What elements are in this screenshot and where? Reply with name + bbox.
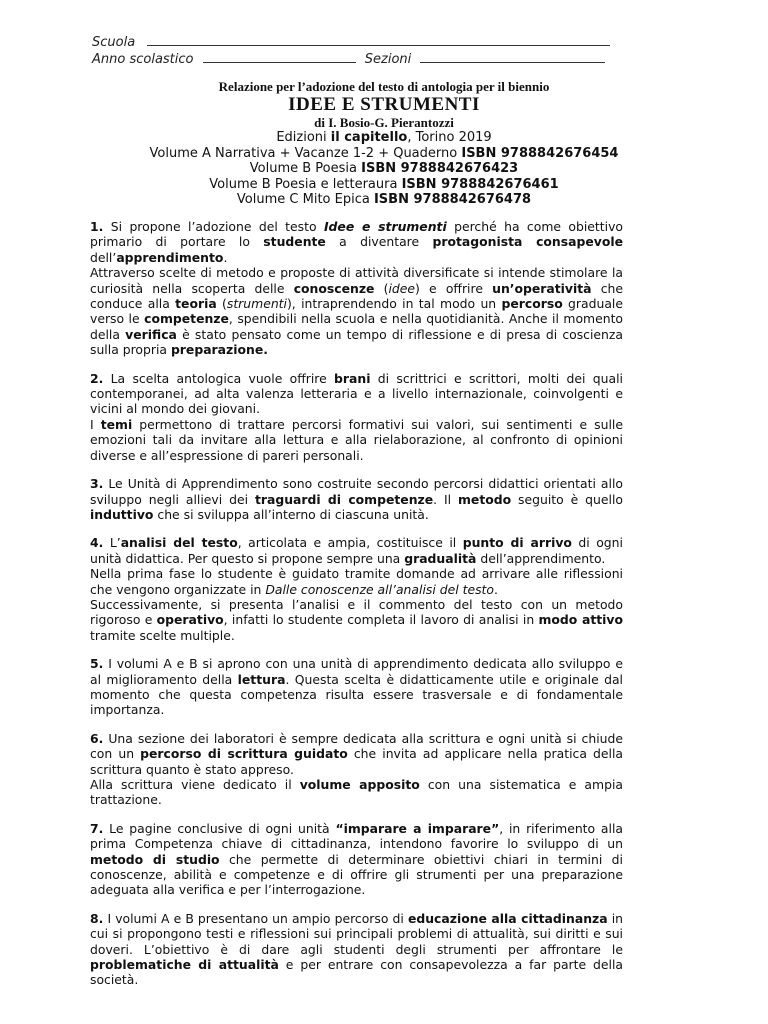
text: perché ha come obiettivo primario di portare lo	[90, 219, 623, 250]
section-number: 2.	[90, 370, 104, 386]
section-7	[90, 821, 623, 898]
paragraph	[90, 821, 623, 898]
section-number: 7.	[90, 820, 104, 836]
bold-term: lettura	[237, 671, 286, 687]
scuola-row	[92, 34, 610, 51]
section-8	[90, 911, 623, 988]
text: ), intraprendendo in tal modo un	[286, 296, 502, 312]
section-number: 5.	[90, 656, 104, 672]
bold-term: metodo	[458, 491, 512, 507]
bold-term: percorso di scrittura guidato	[140, 746, 348, 762]
text: e per entrare con consapevolezza a far parte della società.	[90, 957, 624, 988]
paragraph	[90, 371, 623, 417]
bold-term: conoscenze	[293, 280, 375, 296]
section-5	[90, 656, 623, 718]
bold-term: problematiche di attualità	[90, 957, 279, 973]
volume-label: Volume A Narrativa + Vacanze 1-2 + Quaderno	[149, 145, 458, 161]
section-2	[90, 371, 623, 463]
paragraph	[90, 417, 623, 463]
bold-term: percorso	[501, 296, 563, 312]
text: I volumi A e B presentano un ampio percorso di	[103, 910, 408, 926]
text: dell’	[90, 249, 117, 265]
text: che conduce alla	[90, 280, 623, 312]
text: . Il	[433, 491, 458, 507]
bold-term: metodo di studio	[90, 851, 220, 867]
title-block	[90, 79, 678, 208]
bold-term: teoria	[175, 296, 217, 312]
paragraph	[90, 566, 623, 597]
paragraph	[90, 911, 623, 988]
anno-label: Anno scolastico	[92, 52, 194, 67]
text: con una sistematica e ampia trattazione.	[90, 777, 623, 808]
text: , articolata e ampia, costituisce il	[237, 535, 463, 551]
sezioni-blank-line	[420, 51, 605, 63]
bold-term: “imparare a imparare”	[335, 820, 500, 836]
paragraph	[90, 535, 623, 566]
text: Attraverso scelte di metodo e proposte di attività diversificate si intende stimolare la curiosità nella scoperta delle	[90, 265, 623, 296]
bold-term: temi	[100, 416, 133, 432]
volume-isbn: ISBN 9788842676478	[373, 192, 532, 207]
italic-term: strumenti	[226, 296, 287, 312]
bold-term: traguardi di competenze	[254, 491, 434, 507]
paragraph	[90, 597, 623, 643]
text: ) e offrire	[415, 280, 493, 296]
text: Una sezione dei laboratori è sempre dedicata alla scrittura e ogni unità si chiude con un	[90, 730, 623, 762]
text: (	[374, 280, 389, 296]
text: in cui si propongono testi e riflessioni sui principali problemi di attualità, sui diritti e sui doveri. L’obiettivo è di dare agli studenti degli strumenti per affrontare le	[90, 910, 623, 957]
section-4	[90, 535, 623, 643]
bold-term: punto di arrivo	[462, 535, 572, 551]
text: , spendibili nella scuola e nella quotidianità. Anche il momento della	[90, 311, 624, 342]
volume-isbn: ISBN 9788842676423	[361, 161, 519, 176]
text: che permette di determinare obiettivi chiari in termini di conoscenze, abilità e competenze e di offrire gli strumenti per una preparazione adeguata alla verifica e per l’interrogazione.	[90, 851, 623, 898]
bold-term: volume apposito	[299, 777, 420, 792]
text: Alla scrittura viene dedicato il	[90, 777, 300, 792]
text: Nella prima fase lo studente è guidato tramite domande ad arrivare alle riflessioni che vengono organizzate in	[90, 566, 623, 597]
text: Le pagine conclusive di ogni unità	[103, 820, 336, 836]
paragraph	[90, 265, 623, 357]
bold-term: studente	[263, 234, 326, 250]
bold-term: brani	[334, 370, 371, 386]
text: che si sviluppa all’interno di ciascuna unità.	[153, 506, 429, 522]
paragraph	[90, 219, 623, 265]
sezioni-label: Sezioni	[364, 52, 412, 67]
bold-term: analisi del testo	[120, 535, 238, 551]
text: (	[216, 296, 227, 312]
section-3	[90, 476, 623, 522]
text: I volumi A e B si aprono con una unità di apprendimento dedicata allo sviluppo e al miglioramento della	[90, 656, 623, 687]
italic-term: idee	[388, 280, 416, 296]
text: di ogni unità didattica. Per questo si propone sempre una	[90, 535, 623, 566]
italic-term: Dalle conoscenze all’analisi del testo	[265, 581, 494, 597]
text: di scrittrici e scrittori, molti dei quali contemporanei, ad alta valenza letteraria e a livello internazionale, coinvolgenti e vicini al mondo dei giovani.	[90, 370, 623, 417]
text: . Questa scelta è didatticamente utile e originale dal momento che questa competenza risulta essere trasversale e di fondamentale importanza.	[90, 671, 623, 718]
school-form-header	[92, 34, 610, 68]
bold-term: apprendimento	[116, 249, 224, 265]
bold-term: verifica	[125, 326, 177, 342]
paragraph	[90, 731, 623, 777]
volume-isbn: ISBN 9788842676454	[461, 145, 619, 161]
text: , in riferimento alla prima Competenza chiave di cittadinanza, intendono favorire lo sviluppo di un	[90, 820, 624, 852]
bold-term: un’operatività	[492, 280, 592, 296]
volume-label: Volume C Mito Epica	[236, 192, 370, 207]
text: tramite scelte multiple.	[90, 627, 235, 643]
bold-term: protagonista consapevole	[432, 234, 623, 250]
bold-term: educazione alla cittadinanza	[407, 910, 608, 926]
text: L’	[103, 535, 121, 551]
section-number: 6.	[90, 730, 104, 746]
volume-label: Volume B Poesia e letteraura	[209, 176, 398, 192]
text: , infatti lo studente completa il lavoro di analisi in	[223, 612, 539, 628]
report-body	[90, 219, 623, 1001]
text: .	[493, 581, 498, 597]
anno-blank-line	[203, 51, 356, 63]
text: Si propone l’adozione del testo	[103, 219, 324, 234]
scuola-label: Scuola	[92, 35, 136, 50]
volume-line	[90, 161, 678, 177]
text: Le Unità di Apprendimento sono costruite secondo percorsi didattici orientati allo sviluppo negli allievi dei	[90, 476, 623, 507]
section-number: 4.	[90, 535, 104, 551]
volume-line	[90, 177, 678, 193]
edizioni-suffix: , Torino 2019	[407, 130, 492, 145]
publisher-line	[90, 130, 678, 146]
bold-term: operativo	[156, 612, 224, 628]
book-title-inline: Idee e strumenti	[323, 219, 447, 234]
section-6	[90, 731, 623, 808]
bold-term: competenze	[144, 311, 229, 327]
section-number: 8.	[90, 910, 104, 926]
section-number: 1.	[90, 219, 104, 234]
text: permettono di trattare percorsi formativi sui valori, sui sentimenti e sulle emozioni tali da invitare alla lettura e alla rielaborazione, al confronto di opinioni diverse e all’espressione di pareri personali.	[90, 416, 623, 463]
text: La scelta antologica vuole offrire	[103, 370, 335, 386]
text: I	[90, 416, 101, 432]
paragraph	[90, 476, 623, 522]
bold-term: modo attivo	[538, 612, 624, 628]
paragraph	[90, 656, 623, 718]
text: che invita ad applicare nella pratica della scrittura quanto è stato appreso.	[90, 746, 623, 777]
edizioni-prefix: Edizioni	[276, 130, 327, 145]
volume-isbn: ISBN 9788842676461	[401, 176, 559, 192]
anno-sezioni-row	[92, 51, 610, 68]
paragraph	[90, 777, 623, 808]
book-authors: di I. Bosio-G. Pierantozzi	[314, 115, 454, 130]
text: Successivamente, si presenta l’analisi e il commento del testo con un metodo rigoroso e	[90, 596, 623, 628]
text: graduale verso le	[90, 296, 623, 327]
bold-term: gradualità	[404, 550, 477, 566]
text: seguito è quello	[511, 491, 623, 507]
bold-term: preparazione.	[170, 342, 268, 358]
report-heading: Relazione per l’adozione del testo di antologia per il biennio	[218, 79, 550, 94]
publisher-name: il capitello	[330, 130, 408, 145]
scuola-blank-line	[147, 34, 610, 46]
book-title: IDEE E STRUMENTI	[288, 94, 480, 115]
section-1	[90, 219, 623, 358]
volume-line	[90, 146, 678, 162]
bold-term: induttivo	[90, 506, 154, 522]
text: a diventare	[325, 234, 433, 250]
volume-line	[90, 192, 678, 208]
text: .	[223, 249, 228, 265]
section-number: 3.	[90, 476, 104, 492]
text: è stato pensato come un tempo di riflessione e di presa di coscienza sulla propria	[90, 326, 624, 358]
text: dell’apprendimento.	[476, 550, 606, 566]
volume-label: Volume B Poesia	[249, 161, 357, 176]
